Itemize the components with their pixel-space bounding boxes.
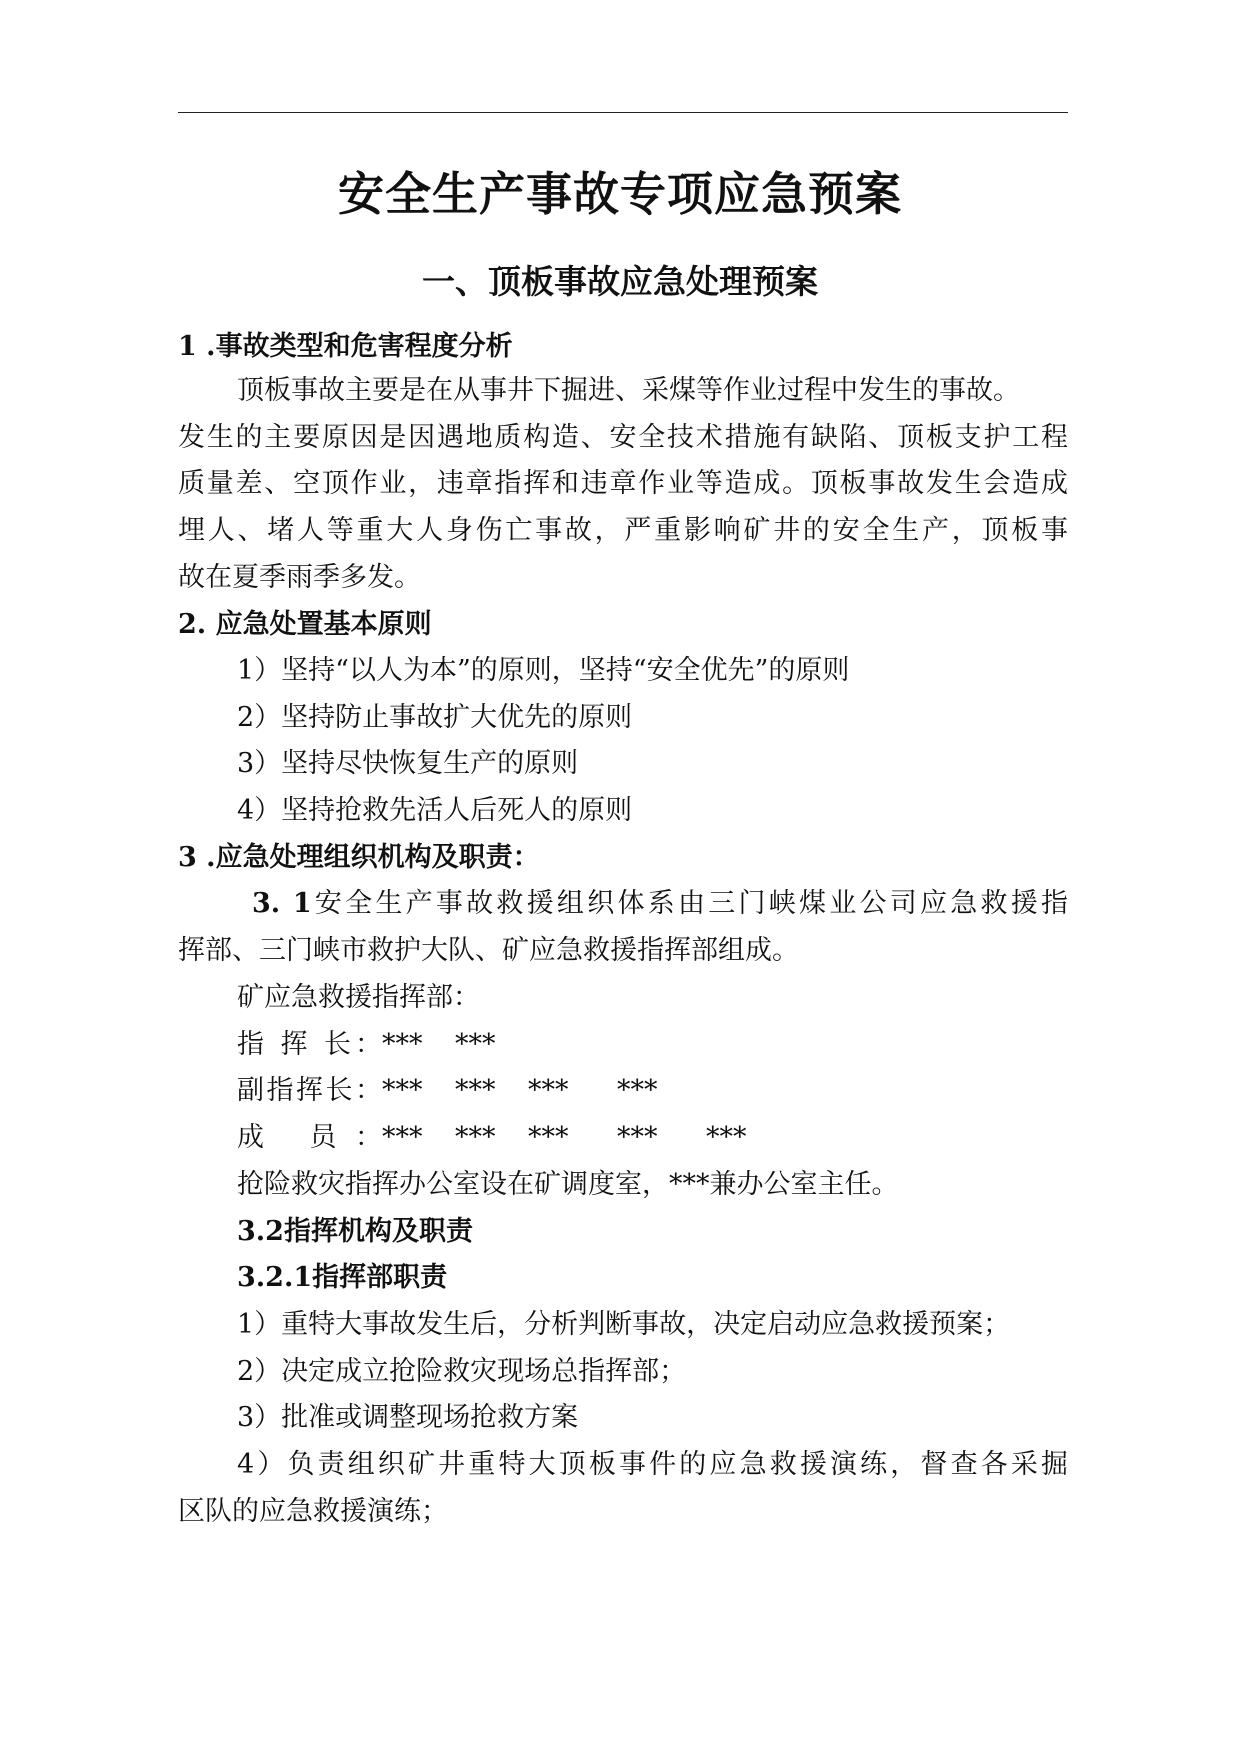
member-row	[237, 1116, 1068, 1160]
deputy-name: ***	[455, 1075, 496, 1106]
section-3-1-line-2: 挥部、三门峡市救护大队、矿应急救援指挥部组成。	[178, 935, 799, 966]
section-3-1-line-1	[252, 882, 1068, 926]
duty-item: 2）决定成立抢险救灾现场总指挥部；	[237, 1356, 687, 1387]
page-title: 安全生产事故专项应急预案	[338, 167, 902, 221]
hq-label: 矿应急救援指挥部：	[237, 982, 480, 1013]
member-name: ***	[528, 1122, 569, 1153]
deputy-name: ***	[382, 1075, 423, 1106]
paragraph-1-line-1: 顶板事故主要是在从事井下掘进、采煤等作业过程中发生的事故。	[237, 375, 1020, 406]
heading-3-2-1: 3.2.1指挥部职责	[237, 1262, 448, 1293]
paragraph-1-line-3: 质量差、空顶作业，违章指挥和违章作业等造成。顶板事故发生会造成	[178, 468, 1068, 499]
paragraph-1-line-4: 埋人、堵人等重大人身伤亡事故，严重影响矿井的安全生产，顶板事	[178, 515, 1068, 546]
principle-item: 4）坚持抢救先活人后死人的原则	[237, 795, 633, 826]
section-3-1-number: 3. 1	[252, 888, 312, 919]
deputy-label: 副指挥长：	[237, 1075, 382, 1106]
member-name: ***	[382, 1122, 423, 1153]
member-name: ***	[706, 1122, 747, 1153]
heading-2: 2. 应急处置基本原则	[178, 609, 432, 640]
deputy-name: ***	[528, 1075, 569, 1106]
principle-item: 2）坚持防止事故扩大优先的原则	[237, 702, 633, 733]
principle-item: 3）坚持尽快恢复生产的原则	[237, 748, 579, 779]
member-name: ***	[455, 1122, 496, 1153]
principle-item: 1）坚持“以人为本”的原则，坚持“安全优先”的原则	[237, 655, 850, 686]
section-title: 一、顶板事故应急处理预案	[422, 262, 818, 301]
commander-name: ***	[455, 1029, 496, 1060]
heading-1: 1 .事故类型和危害程度分析	[178, 331, 513, 362]
paragraph-1-line-5: 故在夏季雨季多发。	[178, 562, 421, 593]
deputy-name: ***	[617, 1075, 658, 1106]
commander-label: 指 挥 长：	[237, 1029, 382, 1060]
member-label: 成 员：	[237, 1122, 382, 1153]
section-3-1-text: 安全生产事故救援组织体系由三门峡煤业公司应急救援指	[311, 888, 1069, 919]
commander-row	[237, 1023, 1068, 1067]
header-rule	[178, 112, 1068, 113]
commander-name: ***	[382, 1029, 423, 1060]
member-name: ***	[617, 1122, 658, 1153]
duty-item-4-line-1: 4）负责组织矿井重特大顶板事件的应急救援演练，督查各采掘	[237, 1449, 1068, 1480]
heading-3-2: 3.2指挥机构及职责	[237, 1216, 473, 1247]
paragraph-1-line-2: 发生的主要原因是因遇地质构造、安全技术措施有缺陷、顶板支护工程	[178, 422, 1068, 453]
deputy-row	[237, 1069, 1068, 1113]
duty-item: 1）重特大事故发生后，分析判断事故，决定启动应急救援预案；	[237, 1309, 1011, 1340]
duty-item-4-line-2: 区队的应急救援演练；	[178, 1496, 448, 1527]
duty-item: 3）批准或调整现场抢救方案	[237, 1402, 579, 1433]
heading-3: 3 .应急处理组织机构及职责：	[178, 842, 540, 873]
office-line: 抢险救灾指挥办公室设在矿调度室，***兼办公室主任。	[237, 1169, 899, 1200]
